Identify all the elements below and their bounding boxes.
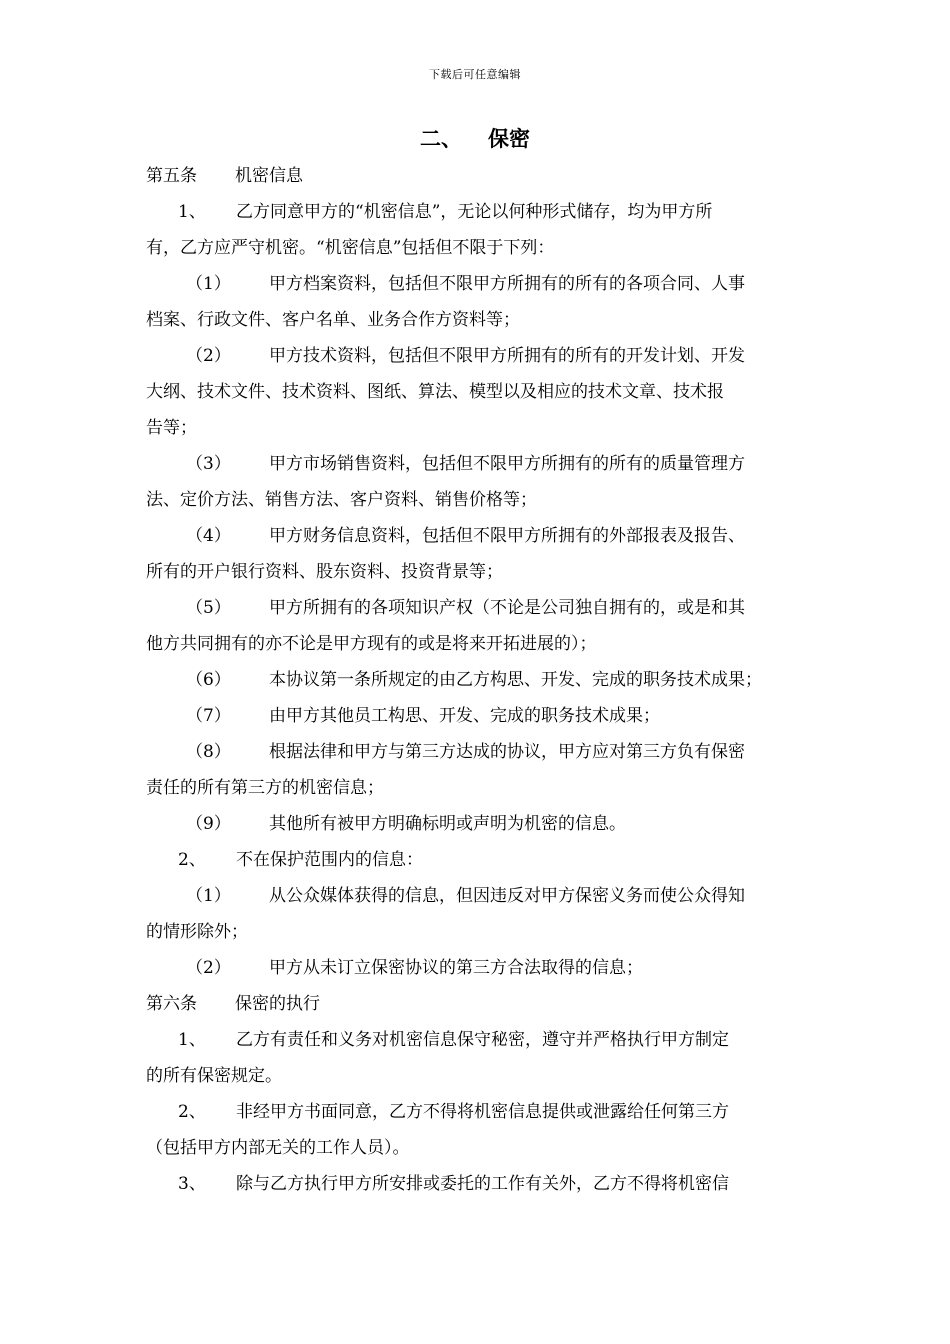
- paragraph-continuation: [146, 374, 816, 410]
- clause-text: 本协议第一条所规定的由乙方构思、开发、完成的职务技术成果；: [269, 670, 762, 690]
- paragraph-continuation: [146, 230, 816, 266]
- clause-text: 甲方市场销售资料，包括但不限甲方所拥有的所有的质量管理方: [269, 454, 745, 474]
- clause-number: 3、: [178, 1174, 206, 1194]
- clause-number: 1、: [178, 1030, 206, 1050]
- paragraph-continuation: [146, 410, 816, 446]
- clause-line: [146, 806, 816, 842]
- paragraph-continuation: [146, 1130, 816, 1166]
- clause-line: [146, 518, 816, 554]
- clause-line: [146, 1022, 816, 1058]
- clause-text: 乙方有责任和义务对机密信息保守秘密，遵守并严格执行甲方制定: [236, 1030, 729, 1050]
- clause-number: 2、: [178, 850, 206, 870]
- clause-line: [146, 950, 816, 986]
- article-heading: [146, 158, 816, 194]
- paragraph-continuation: [146, 626, 816, 662]
- clause-number: （6）: [186, 670, 231, 690]
- clause-number: （2）: [186, 346, 231, 366]
- clause-number: （3）: [186, 454, 231, 474]
- clause-number: （8）: [186, 742, 231, 762]
- clause-text: 乙方同意甲方的“机密信息”，无论以何种形式储存，均为甲方所: [236, 202, 713, 222]
- clause-line: [146, 1166, 816, 1202]
- clause-line: [146, 194, 816, 230]
- paragraph-continuation: [146, 302, 816, 338]
- clause-text: 保密的执行: [235, 994, 320, 1014]
- clause-line: [146, 590, 816, 626]
- paragraph-continuation: [146, 1058, 816, 1094]
- clause-line: [146, 662, 816, 698]
- clause-number: （1）: [186, 274, 231, 294]
- article-heading: [146, 986, 816, 1022]
- clause-number: 第六条: [146, 994, 197, 1014]
- clause-number: 第五条: [146, 166, 197, 186]
- clause-text: 的情形除外；: [146, 922, 248, 942]
- clause-number: （7）: [186, 706, 231, 726]
- clause-text: （包括甲方内部无关的工作人员）。: [146, 1138, 410, 1158]
- clause-number: （4）: [186, 526, 231, 546]
- clause-text: 根据法律和甲方与第三方达成的协议，甲方应对第三方负有保密: [269, 742, 745, 762]
- clause-text: 责任的所有第三方的机密信息；: [146, 778, 384, 798]
- clause-line: [146, 446, 816, 482]
- clause-text: 档案、行政文件、客户名单、业务合作方资料等；: [146, 310, 520, 330]
- clause-text: 甲方技术资料，包括但不限甲方所拥有的所有的开发计划、开发: [269, 346, 745, 366]
- clause-number: （5）: [186, 598, 231, 618]
- clause-number: （2）: [186, 958, 231, 978]
- paragraph-continuation: [146, 770, 816, 806]
- clause-text: 大纲、技术文件、技术资料、图纸、算法、模型以及相应的技术文章、技术报: [146, 382, 724, 402]
- clause-text: 从公众媒体获得的信息，但因违反对甲方保密义务而使公众得知: [269, 886, 745, 906]
- clause-text: 法、定价方法、销售方法、客户资料、销售价格等；: [146, 490, 537, 510]
- clause-text: 非经甲方书面同意，乙方不得将机密信息提供或泄露给任何第三方: [236, 1102, 729, 1122]
- page-header: 下载后可任意编辑: [429, 68, 521, 81]
- clause-text: 甲方从未订立保密协议的第三方合法取得的信息；: [269, 958, 643, 978]
- clause-line: [146, 734, 816, 770]
- clause-text: 的所有保密规定。: [146, 1066, 282, 1086]
- clause-number: 1、: [178, 202, 206, 222]
- clause-text: 甲方财务信息资料，包括但不限甲方所拥有的外部报表及报告、: [269, 526, 745, 546]
- clause-text: 告等；: [146, 418, 197, 438]
- clause-line: [146, 878, 816, 914]
- clause-text: 其他所有被甲方明确标明或声明为机密的信息。: [269, 814, 626, 834]
- clause-line: [146, 842, 816, 878]
- clause-text: 甲方所拥有的各项知识产权（不论是公司独自拥有的，或是和其: [269, 598, 745, 618]
- document-body: [146, 158, 816, 1202]
- clause-line: [146, 266, 816, 302]
- clause-number: （1）: [186, 886, 231, 906]
- clause-text: 除与乙方执行甲方所安排或委托的工作有关外，乙方不得将机密信: [236, 1174, 729, 1194]
- page-title: [0, 123, 950, 153]
- clause-text: 他方共同拥有的亦不论是甲方现有的或是将来开拓进展的）；: [146, 634, 597, 654]
- title-text: 保密: [488, 126, 530, 151]
- clause-text: 甲方档案资料，包括但不限甲方所拥有的所有的各项合同、人事: [269, 274, 745, 294]
- clause-number: 2、: [178, 1102, 206, 1122]
- clause-number: （9）: [186, 814, 231, 834]
- paragraph-continuation: [146, 554, 816, 590]
- title-number: 二、: [420, 126, 462, 151]
- clause-text: 有，乙方应严守机密。“机密信息”包括但不限于下列：: [146, 238, 555, 258]
- clause-text: 所有的开户银行资料、股东资料、投资背景等；: [146, 562, 503, 582]
- clause-text: 机密信息: [235, 166, 303, 186]
- paragraph-continuation: [146, 914, 816, 950]
- paragraph-continuation: [146, 482, 816, 518]
- clause-line: [146, 698, 816, 734]
- clause-line: [146, 338, 816, 374]
- clause-text: 由甲方其他员工构思、开发、完成的职务技术成果；: [269, 706, 660, 726]
- clause-line: [146, 1094, 816, 1130]
- clause-text: 不在保护范围内的信息：: [236, 850, 423, 870]
